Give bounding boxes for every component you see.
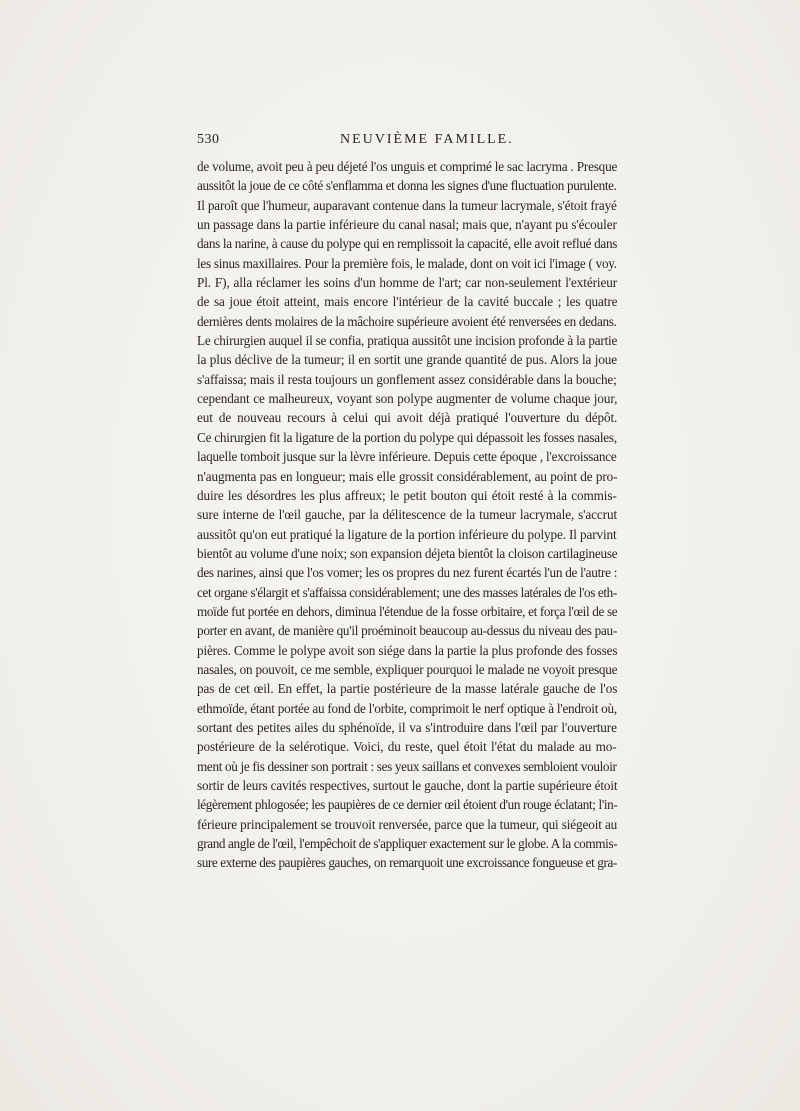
text-line: cependant ce malheureux, voyant son polype augmenter de volume chaque jour, bbox=[197, 391, 618, 407]
text-line: pas de cet œil. En effet, la partie postérieure de la masse latérale gauche de l'os bbox=[197, 681, 618, 697]
text-line: Ce chirurgien fit la ligature de la portion du polype qui dépassoit les fosses nasales, bbox=[197, 429, 617, 445]
text-line: eut de nouveau recours à celui qui avoit déjà pratiqué l'ouverture du dépôt. bbox=[197, 410, 618, 426]
text-line: Le chirurgien auquel il se confia, pratiqua aussitôt une incision profonde à la partie bbox=[197, 333, 618, 349]
text-line: cet organe s'élargit et s'affaissa considérablement; une des masses latérales de l'os eth- bbox=[197, 584, 617, 600]
text-line: postérieure de la selérotique. Voici, du reste, quel étoit l'état du malade au mo- bbox=[197, 739, 617, 755]
text-line: porter en avant, de manière qu'il proéminoit beaucoup au-dessus du niveau des pau- bbox=[197, 623, 617, 639]
text-line: aussitôt la joue de ce côté s'enflamma et donna les signes d'une fluctuation purulente. bbox=[197, 178, 617, 194]
text-line: sure interne de l'œil gauche, par la délitescence de la tumeur lacrymale, s'accrut bbox=[197, 507, 618, 523]
text-line: férieure principalement se trouvoit renversée, parce que la tumeur, qui siégeoit au bbox=[197, 816, 618, 832]
text-line: moïde fut portée en dehors, diminua l'étendue de la fosse orbitaire, et força l'œil de se bbox=[197, 603, 618, 619]
text-line: pières. Comme le polype avoit son siége dans la partie la plus profonde des fosses bbox=[197, 642, 618, 658]
text-line: bientôt au volume d'une noix; son expansion déjeta bientôt la cloison cartilagineuse bbox=[197, 545, 618, 561]
text-line: la plus déclive de la tumeur; il en sortit une grande quantité de pus. Alors la joue bbox=[197, 352, 618, 368]
text-line: ethmoïde, étant portée au fond de l'orbite, comprimoit le nerf optique à l'endroit où, bbox=[197, 700, 617, 716]
text-line: aussitôt qu'on eut pratiqué la ligature de la portion inférieure du polype. Il parvint bbox=[197, 526, 617, 542]
running-head: NEUVIÈME FAMILLE. bbox=[340, 132, 514, 147]
text-line: n'augmenta pas en longueur; mais elle grossit considérablement, au point de pro- bbox=[197, 468, 618, 484]
text-line: des narines, ainsi que l'os vomer; les os propres du nez furent écartés l'un de l'autre : bbox=[197, 565, 618, 581]
text-line: de sa joue étoit atteint, mais encore l'intérieur de la cavité buccale ; les quatre bbox=[197, 294, 618, 310]
text-line: s'affaissa; mais il resta toujours un gonflement assez considérable dans la bouche; bbox=[197, 371, 617, 387]
text-line: dernières dents molaires de la mâchoire supérieure avoient été renversées en dedans. bbox=[197, 313, 617, 329]
text-line: un passage dans la partie inférieure du canal nasal; mais que, n'ayant pu s'écouler bbox=[197, 217, 617, 233]
text-line: légèrement phlogosée; les paupières de ce dernier œil étoient d'un rouge éclatant; l'in- bbox=[197, 797, 618, 813]
text-line: sortant des petites ailes du sphénoïde, il va s'introduire dans l'œil par l'ouverture bbox=[197, 719, 617, 735]
text-line: dans la narine, à cause du polype qui en remplissoit la capacité, elle avoit reflué dans bbox=[197, 236, 618, 252]
text-line: Il paroît que l'humeur, auparavant contenue dans la tumeur lacrymale, s'étoit frayé bbox=[197, 197, 617, 213]
page-number: 530 bbox=[197, 132, 220, 147]
text-line: Pl. F), alla réclamer les soins d'un homme de l'art; car non-seulement l'extérieur bbox=[197, 275, 618, 291]
text-line: grand angle de l'œil, l'empêchoit de s'appliquer exactement sur le globe. A la commis- bbox=[197, 836, 618, 852]
text-line: laquelle tomboit jusque sur la lèvre inférieure. Depuis cette époque , l'excroissance bbox=[197, 449, 617, 465]
text-line: de volume, avoit peu à peu déjeté l'os unguis et comprimé le sac lacryma . Presque bbox=[197, 159, 618, 174]
body-text bbox=[197, 157, 617, 873]
page-header bbox=[197, 132, 617, 152]
text-line: ment où je fis dessiner son portrait : ses yeux saillans et convexes sembloient vouloir bbox=[197, 758, 617, 774]
text-line: sortir de leurs cavités respectives, surtout le gauche, dont la partie supérieure étoit bbox=[197, 778, 618, 793]
text-line: nasales, on pouvoit, ce me semble, expliquer pourquoi le malade ne voyoit presque bbox=[197, 661, 618, 677]
text-line: sure externe des paupières gauches, on remarquoit une excroissance fongueuse et gra- bbox=[197, 855, 617, 871]
text-line: duire les désordres les plus affreux; le petit bouton qui étoit resté à la commis- bbox=[197, 487, 617, 503]
text-line: les sinus maxillaires. Pour la première fois, le malade, dont on voit ici l'image ( voy. bbox=[197, 255, 617, 271]
